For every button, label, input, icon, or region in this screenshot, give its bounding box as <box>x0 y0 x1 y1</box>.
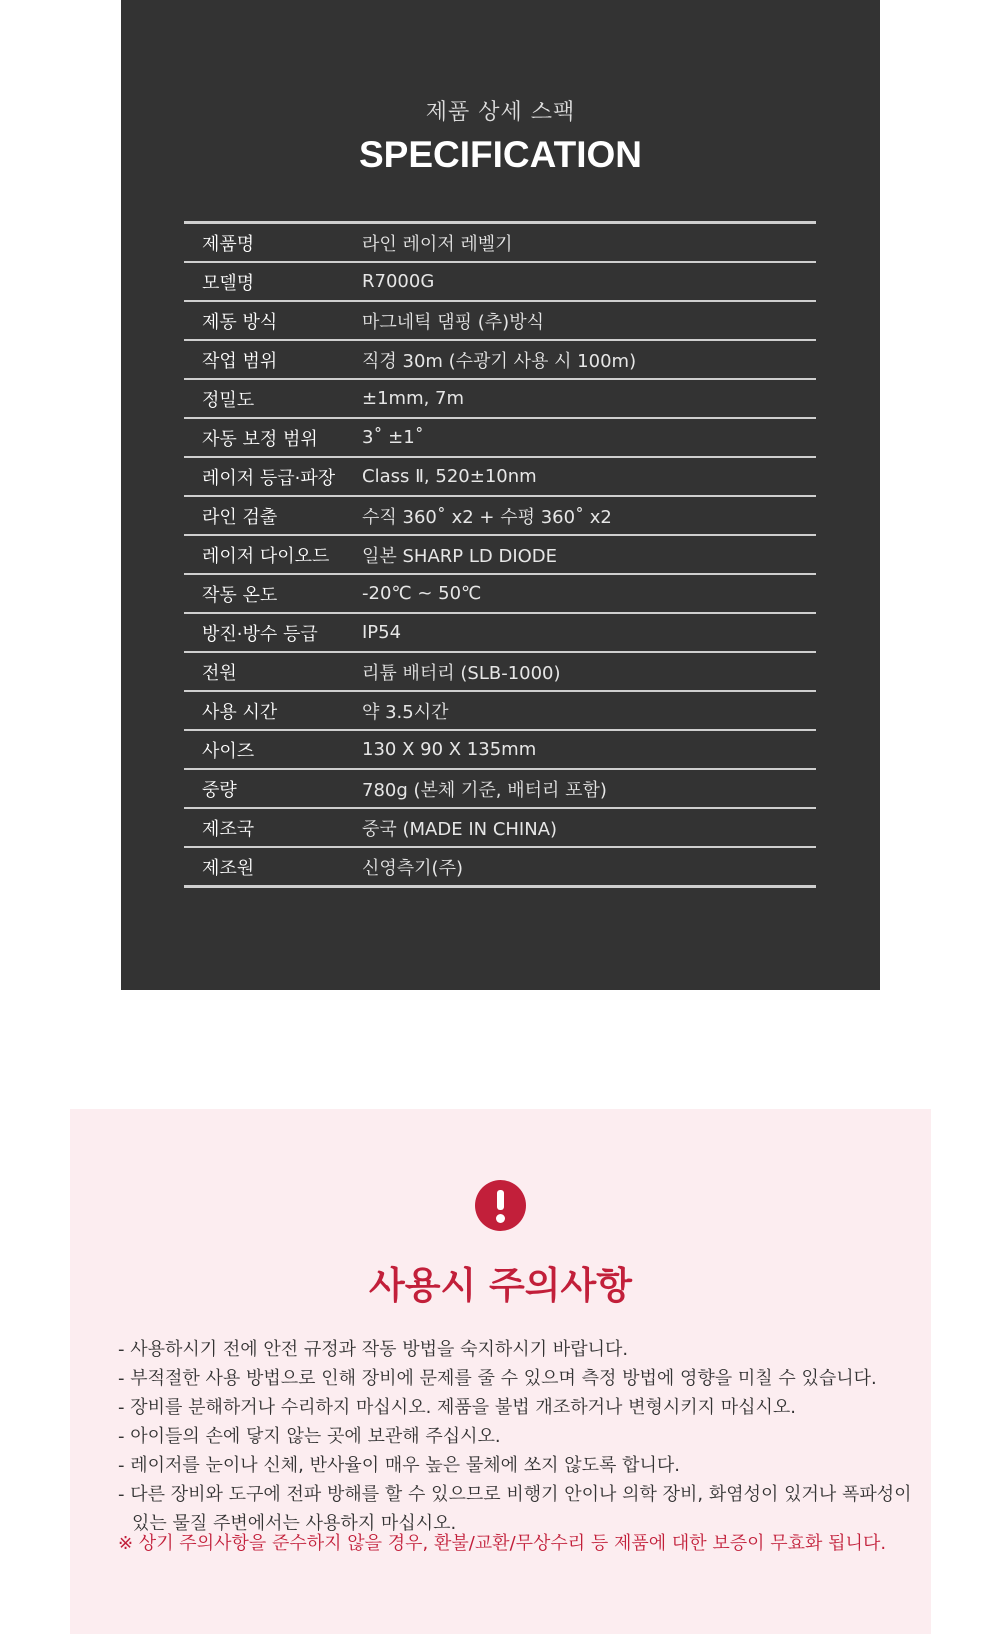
spec-label: 정밀도 <box>202 389 255 411</box>
spec-row-country-of-origin <box>184 809 816 848</box>
spec-label: 제조국 <box>202 818 255 840</box>
spec-value: 직경 30m (수광기 사용 시 100m) <box>362 350 637 372</box>
caution-item: - 아이들의 손에 닿지 않는 곳에 보관해 주십시오. <box>118 1426 501 1447</box>
spec-label: 모델명 <box>202 272 255 294</box>
warranty-note: ※ 상기 주의사항을 준수하지 않을 경우, 환불/교환/무상수리 등 제품에 대한 보증이 무효화 됩니다. <box>118 1533 887 1554</box>
spec-subtitle: 제품 상세 스팩 <box>425 100 576 125</box>
spec-label: 제조원 <box>202 857 255 879</box>
spec-label: 작동 온도 <box>202 584 278 606</box>
spec-label: 전원 <box>202 662 237 684</box>
spec-row-model-name <box>184 263 816 302</box>
spec-label: 제동 방식 <box>202 311 278 333</box>
spec-value: 3˚ ±1˚ <box>362 427 424 448</box>
spec-value: 일본 SHARP LD DIODE <box>362 545 558 567</box>
caution-list <box>118 1335 918 1538</box>
caution-item: - 부적절한 사용 방법으로 인해 장비에 문제를 줄 수 있으며 측정 방법에 영향을 미칠 수 있습니다. <box>118 1368 877 1389</box>
spec-label: 제품명 <box>202 233 255 255</box>
spec-value: Class Ⅱ, 520±10nm <box>362 466 537 487</box>
spec-label: 자동 보정 범위 <box>202 428 318 450</box>
spec-table <box>184 221 816 888</box>
spec-value: 780g (본체 기준, 배터리 포함) <box>362 779 607 801</box>
caution-item: - 다른 장비와 도구에 전파 방해를 할 수 있으므로 비행기 안이나 의학 장비, 화염성이 있거나 폭파성이 있는 물질 주변에서는 사용하지 마십시오. <box>118 1484 918 1534</box>
spec-label: 중량 <box>202 779 237 801</box>
spec-row-laser-class <box>184 458 816 497</box>
spec-value: IP54 <box>362 622 402 643</box>
spec-row-product-name <box>184 224 816 263</box>
spec-row-laser-diode <box>184 536 816 575</box>
specification-panel <box>121 0 880 990</box>
spec-value: 마그네틱 댐핑 (추)방식 <box>362 311 544 333</box>
spec-label: 작업 범위 <box>202 350 278 372</box>
spec-row-self-leveling-range <box>184 419 816 458</box>
spec-row-ip-rating <box>184 614 816 653</box>
spec-value: 130 X 90 X 135mm <box>362 739 537 760</box>
spec-value: 신영측기(주) <box>362 857 463 879</box>
spec-value: 리튬 배터리 (SLB-1000) <box>362 662 561 684</box>
exclamation-icon <box>475 1180 526 1231</box>
spec-value: -20℃ ~ 50℃ <box>362 583 482 604</box>
spec-row-weight <box>184 770 816 809</box>
caution-item: - 사용하시기 전에 안전 규정과 작동 방법을 숙지하시기 바랍니다. <box>118 1339 629 1360</box>
spec-value: 중국 (MADE IN CHINA) <box>362 818 558 840</box>
spec-label: 사이즈 <box>202 740 255 762</box>
spec-title: SPECIFICATION <box>359 134 642 175</box>
spec-value: 라인 레이저 레벨기 <box>362 233 513 255</box>
caution-panel <box>70 1109 931 1634</box>
spec-row-size <box>184 731 816 770</box>
spec-value: ±1mm, 7m <box>362 388 465 409</box>
spec-value: R7000G <box>362 271 435 292</box>
spec-label: 레이저 등급·파장 <box>202 467 336 489</box>
caution-title: 사용시 주의사항 <box>368 1264 633 1307</box>
spec-label: 방진·방수 등급 <box>202 623 318 645</box>
spec-row-damping-method <box>184 302 816 341</box>
spec-row-operating-temperature <box>184 575 816 614</box>
spec-row-accuracy <box>184 380 816 419</box>
spec-row-line-detection <box>184 497 816 536</box>
spec-row-power <box>184 653 816 692</box>
caution-item: - 레이저를 눈이나 신체, 반사율이 매우 높은 물체에 쏘지 않도록 합니다. <box>118 1455 681 1476</box>
spec-row-manufacturer <box>184 848 816 888</box>
spec-row-working-range <box>184 341 816 380</box>
spec-value: 약 3.5시간 <box>362 701 449 723</box>
spec-label: 레이저 다이오드 <box>202 545 330 567</box>
spec-value: 수직 360˚ x2 + 수평 360˚ x2 <box>362 506 612 528</box>
caution-item: - 장비를 분해하거나 수리하지 마십시오. 제품을 불법 개조하거나 변형시키지 마십시오. <box>118 1397 797 1418</box>
spec-label: 사용 시간 <box>202 701 278 723</box>
spec-row-usage-time <box>184 692 816 731</box>
spec-label: 라인 검출 <box>202 506 278 528</box>
